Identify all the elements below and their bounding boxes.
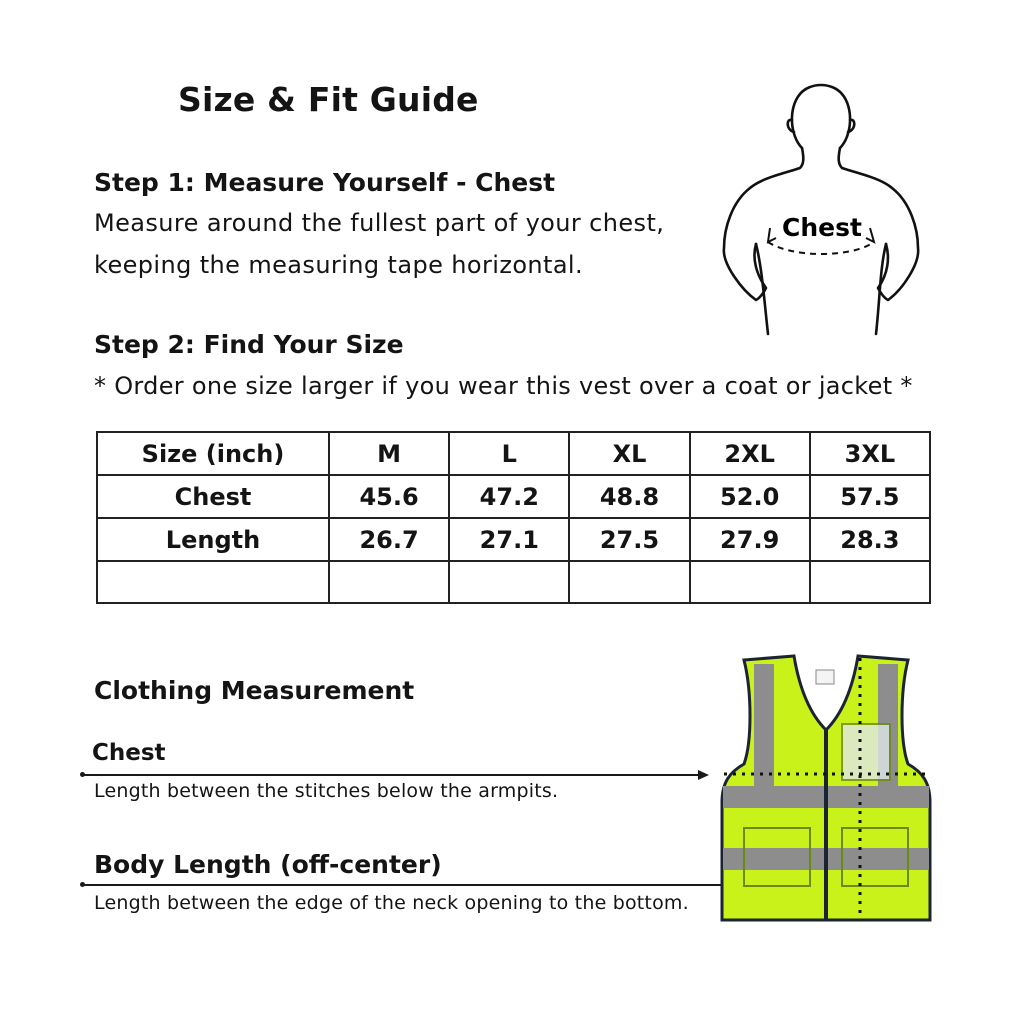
table-cell: 47.2 [449,475,569,518]
table-cell: 48.8 [569,475,689,518]
table-header-cell: M [329,432,449,475]
table-cell: 45.6 [329,475,449,518]
chest-measure-label: Chest [92,740,166,766]
table-header-cell: L [449,432,569,475]
step1-text [94,202,664,286]
table-cell [449,561,569,603]
step2-heading: Step 2: Find Your Size [94,330,404,359]
size-table [96,431,931,604]
person-outline-icon [712,78,930,340]
table-header-cell: 3XL [810,432,930,475]
length-measure-description: Length between the edge of the neck opening to the bottom. [94,892,689,914]
table-cell [97,561,329,603]
step1-line2: keeping the measuring tape horizontal. [94,251,584,279]
table-cell [329,561,449,603]
table-row [97,561,930,603]
table-cell: 52.0 [690,475,810,518]
table-row [97,518,930,561]
table-cell: 27.1 [449,518,569,561]
safety-vest-icon [720,652,932,922]
table-cell: 27.5 [569,518,689,561]
table-cell: 27.9 [690,518,810,561]
table-header-cell: 2XL [690,432,810,475]
table-cell [690,561,810,603]
table-cell [569,561,689,603]
chest-figure-label: Chest [782,213,862,242]
chest-arrow-head-icon [698,770,709,780]
length-measure-label: Body Length (off-center) [94,850,442,879]
table-header-cell: Size (inch) [97,432,329,475]
table-cell: 57.5 [810,475,930,518]
table-cell [810,561,930,603]
step2-note: * Order one size larger if you wear this vest over a coat or jacket * [94,372,913,400]
table-header-row [97,432,930,475]
table-cell: 28.3 [810,518,930,561]
table-cell: Chest [97,475,329,518]
table-cell: Length [97,518,329,561]
clothing-heading: Clothing Measurement [94,676,415,705]
table-header-cell: XL [569,432,689,475]
page-title: Size & Fit Guide [178,80,479,119]
step1-heading: Step 1: Measure Yourself - Chest [94,168,556,197]
step1-line1: Measure around the fullest part of your chest, [94,209,665,237]
chest-arrow-line [82,774,698,776]
table-row [97,475,930,518]
table-cell: 26.7 [329,518,449,561]
chest-measure-description: Length between the stitches below the armpits. [94,780,559,802]
